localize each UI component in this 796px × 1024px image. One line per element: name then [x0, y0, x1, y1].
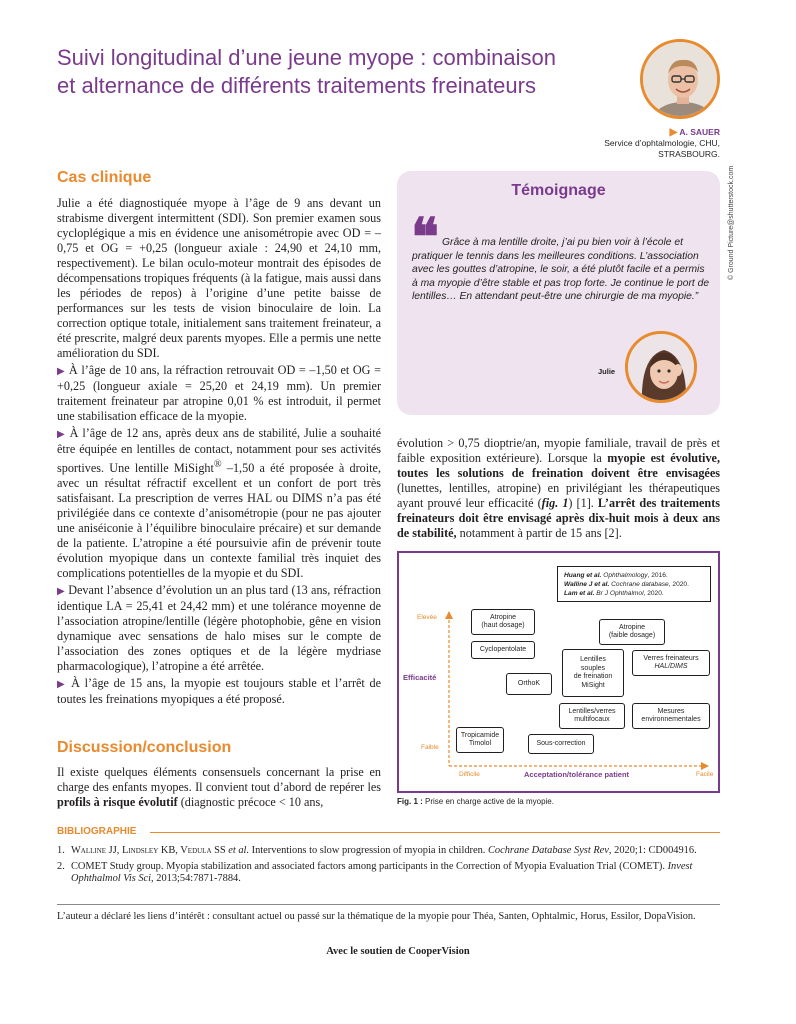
affiliation-line-1: Service d’ophtalmologie, CHU,	[604, 138, 720, 148]
figure-1-box	[397, 551, 720, 793]
testimony-heading: Témoignage	[511, 182, 606, 199]
paragraph-3-text-a: À l’âge de 12 ans, après deux ans de stabilité, Julie a souhaité être équipée en lentilles de contact, notamment pour ses activités sportives. Une lentille MiSight	[57, 426, 382, 476]
discussion-bold-evolutive: myopie est évolutive, toutes les solutions de freination doivent être envisagées	[397, 451, 720, 480]
photo-credit: © Ground Picture@shutterstock.com	[728, 165, 735, 280]
item-atropine-low-dose: Atropine (faible dosage)	[599, 619, 665, 645]
figure-ref-2-journal: Cochrane database	[611, 581, 669, 588]
bibliography-list	[57, 845, 722, 889]
bibliography-item	[57, 845, 722, 858]
reference-journal: Cochrane Database Syst Rev	[488, 845, 609, 856]
reference-details: , 2020;1: CD004916.	[608, 845, 697, 856]
figure-ref-2-author: Walline J et al.	[564, 581, 610, 588]
item-orthok: OrthoK	[506, 673, 552, 695]
y-axis-low-label: Faible	[421, 744, 439, 751]
y-axis-high-label: Elevée	[417, 614, 437, 621]
paragraph-4-text: Devant l’absence d’évolution un an plus tard (13 ans, réfraction identique LA = 25,41 et 24,42 mm) et une tolérance moyenne de l’association atropine/lentille (légère photophobie, gêne en vision dynamique avec sensations de halo mises sur le compte de l’association des zones optiques et de la légère mydriase pharmacologique), l’atropine a été arrêtée.	[57, 583, 381, 674]
testimony-name: Julie	[598, 367, 616, 376]
bibliography-rule	[150, 832, 720, 833]
author-photo	[640, 39, 720, 119]
item-verres-freinateurs	[632, 650, 710, 676]
paragraph-marker-icon: ▶	[57, 586, 65, 598]
affiliation-line-2: STRASBOURG.	[658, 149, 720, 159]
author-name: A. SAUER	[679, 127, 720, 137]
x-axis-high-label: Facile	[696, 771, 714, 778]
discussion-body-continued	[397, 436, 720, 541]
reference-details: , 2013;54:7871-7884.	[151, 873, 241, 884]
discussion-cont-a: évolution > 0,75 dioptrie/an, myopie familiale, travail de près et faible exposition extérieure). Lorsque la	[397, 436, 720, 465]
cas-clinique-paragraph-5	[57, 676, 381, 707]
bibliography-item	[57, 861, 722, 886]
article-title	[57, 44, 617, 100]
figure-ref-3-journal: Br J Ophthalmol	[596, 590, 644, 597]
x-axis-arrow-icon	[701, 762, 709, 770]
cas-clinique-paragraph-3	[57, 426, 381, 581]
paragraph-marker-icon: ▶	[57, 679, 67, 691]
discussion-cont-c: ) [1].	[568, 496, 598, 510]
bibliography-heading: BIBLIOGRAPHIE	[57, 826, 137, 837]
item-lentilles-verres-multifocaux: Lentilles/verres multifocaux	[559, 703, 625, 729]
registered-mark: ®	[213, 459, 222, 470]
discussion-text-b: (diagnostic précoce < 10 ans,	[177, 795, 324, 809]
item-tropicamide-timolol: Tropicamide Timolol	[456, 727, 504, 753]
figure-ref-1-year: , 2016.	[647, 572, 668, 579]
x-axis-low-label: Difficile	[459, 771, 480, 778]
title-line-2: et alternance de différents traitements freinateurs	[57, 73, 536, 98]
cas-clinique-paragraph-1: Julie a été diagnostiquée myope à l’âge de 9 ans devant un strabisme divergent intermittent (SDI). Son premier examen sous cycloplégique a mis en évidence une anisométropie avec OD = –0,75 et OG = +0,25 (longueur axiale : 24,90 et 24,10 mm, respectivement). Le bilan oculo-moteur montrait des épisodes de décompensations tropiques fréquents (à la fatigue, mais aussi dans les périodes de repos) à l’origine d’une petite baisse de performances sur les tests de vision binoculaire de loin. La correction optique totale, initialement sans traitement freinateur, a été prescrite, malgré deux parents myopes. Elle a permis une nette amélioration du SDI.	[57, 196, 381, 360]
sponsor-line: Avec le soutien de CooperVision	[326, 946, 470, 957]
paragraph-5-text: À l’âge de 15 ans, la myopie est toujours stable et l’arrêt de toutes les freinations myopiques a été proposé.	[57, 676, 382, 707]
item-mesures-environnementales: Mesures environnementales	[632, 703, 710, 729]
discussion-body-start	[57, 765, 381, 810]
cas-clinique-paragraph-4	[57, 583, 381, 674]
discussion-text-a: Il existe quelques éléments consensuels concernant la prise en charge des enfants myopes. Il convient tout d’abord de repérer les	[57, 765, 381, 794]
item-atropine-high-dose: Atropine (haut dosage)	[471, 609, 535, 635]
disclosure-separator	[57, 904, 720, 905]
figure-1-caption	[397, 797, 554, 806]
discussion-heading: Discussion/conclusion	[57, 739, 232, 756]
cas-clinique-heading: Cas clinique	[57, 169, 152, 186]
discussion-bold-risk: profils à risque évolutif	[57, 795, 178, 809]
patient-portrait-image	[628, 334, 697, 403]
verres-freinateurs-line-2: HAL/DIMS	[654, 663, 688, 670]
figure-reference: fig. 1	[541, 496, 569, 510]
item-sous-correction: Sous-correction	[528, 734, 594, 754]
author-block	[604, 127, 720, 160]
author-portrait-image	[643, 42, 720, 119]
cas-clinique-body	[57, 196, 381, 709]
item-cyclopentolate: Cyclopentolate	[471, 641, 535, 659]
figure-caption-text: Prise en charge active de la myopie.	[422, 797, 554, 806]
paragraph-2-text: À l’âge de 10 ans, la réfraction retrouvait OD = –1,50 et OG = +0,25 (longueur axiale = 25,20 et 24,19 mm). Un premier traitement freinateur par atropine 0,01 % est introduit, il permet une stabilisation efficace de la myopie.	[57, 363, 381, 423]
title-line-1: Suivi longitudinal d’une jeune myope : combinaison	[57, 45, 556, 70]
reference-number: 1.	[57, 845, 65, 856]
testimony-box	[397, 171, 720, 415]
reference-number: 2.	[57, 860, 65, 872]
author-name-line	[604, 127, 720, 138]
y-axis-title: Efficacité	[403, 673, 437, 682]
reference-title: Interventions to slow progression of myopia in children.	[249, 845, 488, 856]
reference-authors: Walline JJ, Lindsley KB, Vedula SS	[71, 845, 229, 856]
figure-caption-label: Fig. 1 :	[397, 797, 423, 806]
cas-clinique-paragraph-2	[57, 363, 381, 424]
reference-text	[71, 845, 697, 858]
figure-ref-3-year: , 2020.	[643, 590, 664, 597]
verres-freinateurs-line-1: Verres freinateurs	[643, 654, 699, 662]
figure-ref-1-author: Huang et al.	[564, 572, 602, 579]
reference-title: COMET Study group. Myopia stabilization and associated factors among participants in the Correction of Myopia Evaluation Trial (COMET).	[71, 860, 668, 872]
quote-open-icon: ❝	[411, 210, 439, 267]
conflict-disclosure: L’auteur a déclaré les liens d’intérêt : consultant actuel ou passé sur la thématique de la myopie pour Théa, Santen, Ophtalmic, Horus, Essilor, DopaVision.	[57, 911, 696, 922]
figure-ref-3-author: Lam et al.	[564, 590, 595, 597]
y-axis-arrow-icon	[445, 611, 453, 619]
reference-etal: et al.	[228, 845, 250, 856]
paragraph-3-text-b: –1,50 a été proposée à droite, avec un résultat réfractif excellent et un confort de port très satisfaisant. La prescription de verres HAL ou DIMS n’a pas été privilégiée dans ce contexte d’anisométropie (pour ne pas ajouter une aniséiconie à l’équilibre binoculaire précaire) et sur demande de la patiente. L’atropine a été poursuivie afin de prévenir toute évolution myopique dans un contexte familial très inquiet des complications potentielles de la myopie et du SDI.	[57, 461, 381, 581]
discussion-bold-arret: L’arrêt des traitements freinateurs doit être envisagé après dix-huit mois à deux ans de stabilité,	[397, 496, 720, 540]
paragraph-marker-icon: ▶	[57, 429, 66, 440]
discussion-cont-b: (lunettes, lentilles, atropine) en privilégiant les thérapeutiques ayant prouvé leur efficacité (	[397, 481, 720, 510]
x-axis-title: Acceptation/tolérance patient	[524, 770, 630, 779]
item-lentilles-souples: Lentilles souples de freination MiSight	[562, 649, 624, 697]
reference-journal: Invest Ophthalmol Vis Sci	[71, 860, 693, 884]
paragraph-marker-icon: ▶	[57, 366, 66, 377]
author-marker-icon: ▶	[669, 127, 678, 138]
reference-text	[71, 861, 722, 886]
figure-ref-2-year: , 2020.	[668, 581, 689, 588]
testimony-quote: Grâce à ma lentille droite, j’ai pu bien voir à l’école et pratiquer le tennis dans les meilleures conditions. L’association avec les gouttes d’atropine, le soir, a été plutôt facile et a permis à ma myopie d’être stable et pas trop forte. Je continue le port de lentilles… En attendant peut-être une chirurgie de ma myopie.”	[412, 237, 710, 302]
discussion-cont-d: notamment à partir de 15 ans [2].	[456, 526, 622, 540]
figure-ref-1-journal: Ophthalmology	[603, 572, 648, 579]
patient-photo	[625, 331, 697, 403]
